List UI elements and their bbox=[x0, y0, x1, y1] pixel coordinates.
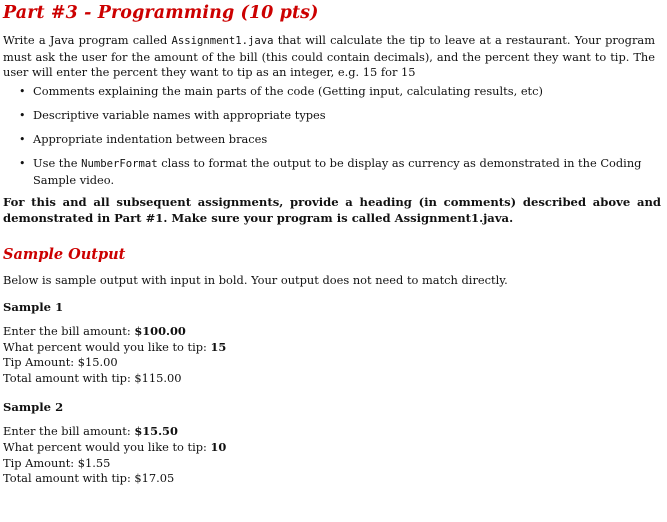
class-name-code: NumberFormat bbox=[81, 158, 158, 171]
bill-prompt: Enter the bill amount: bbox=[3, 323, 135, 338]
sample-output-heading: Sample Output bbox=[3, 246, 126, 264]
requirement-item bbox=[3, 156, 655, 188]
bullet-icon: • bbox=[19, 132, 26, 146]
percent-line bbox=[3, 440, 663, 456]
tip-line: Tip Amount: $15.00 bbox=[3, 355, 118, 370]
bullet-icon: • bbox=[19, 84, 26, 98]
bill-prompt: Enter the bill amount: bbox=[3, 423, 135, 438]
percent-prompt: What percent would you like to tip: bbox=[3, 439, 211, 454]
requirement-item bbox=[3, 108, 655, 124]
requirement-text-1: Use the bbox=[33, 156, 82, 171]
sample-block bbox=[3, 399, 663, 487]
percent-input: 15 bbox=[210, 339, 227, 354]
percent-input: 10 bbox=[210, 439, 227, 454]
percent-prompt: What percent would you like to tip: bbox=[3, 339, 211, 354]
sample-title: Sample 2 bbox=[3, 399, 64, 414]
requirement-text: Descriptive variable names with appropriate types bbox=[33, 107, 326, 122]
document-page bbox=[3, 0, 663, 487]
bill-input: $15.50 bbox=[134, 423, 178, 438]
requirements-list bbox=[3, 84, 663, 188]
sample-lines bbox=[3, 424, 663, 487]
description-text-1: Write a Java program called bbox=[3, 33, 172, 47]
requirement-item bbox=[3, 132, 655, 148]
total-line: Total amount with tip: $17.05 bbox=[3, 471, 175, 486]
total-line: Total amount with tip: $115.00 bbox=[3, 371, 182, 386]
bill-line bbox=[3, 424, 663, 440]
sample-title: Sample 1 bbox=[3, 299, 64, 314]
requirement-text-2: class to format the output to be display as currency as demonstrated in the Coding Sample video. bbox=[33, 156, 642, 187]
tip-line: Tip Amount: $1.55 bbox=[3, 455, 111, 470]
file-name-code: Assignment1.java bbox=[171, 35, 274, 47]
percent-line bbox=[3, 340, 663, 356]
part-heading: Part #3 - Programming (10 pts) bbox=[3, 3, 319, 23]
requirement-item bbox=[3, 84, 655, 100]
bullet-icon: • bbox=[19, 108, 26, 122]
requirement-text: Appropriate indentation between braces bbox=[33, 131, 268, 146]
sample-intro: Below is sample output with input in bold. Your output does not need to match directly. bbox=[3, 273, 508, 288]
bill-line bbox=[3, 324, 663, 340]
assignment-description bbox=[3, 33, 655, 81]
bullet-icon: • bbox=[19, 157, 26, 171]
sample-lines bbox=[3, 324, 663, 387]
sample-block bbox=[3, 299, 663, 387]
requirement-text: Comments explaining the main parts of the code (Getting input, calculating results, etc) bbox=[33, 83, 543, 98]
bill-input: $100.00 bbox=[134, 323, 186, 338]
heading-note: For this and all subsequent assignments, provide a heading (in comments) described above and demonstrated in Part #1. Make sure your program is called Assignment1.java. bbox=[3, 194, 661, 225]
description-text-2: that will calculate the tip to leave at a restaurant. Your program must ask the user for the amount of the bill (this could contain decimals), and the percent they want to tip. The user will enter the percent they want to tip as an integer, e.g. 15 for 15 bbox=[3, 33, 655, 80]
